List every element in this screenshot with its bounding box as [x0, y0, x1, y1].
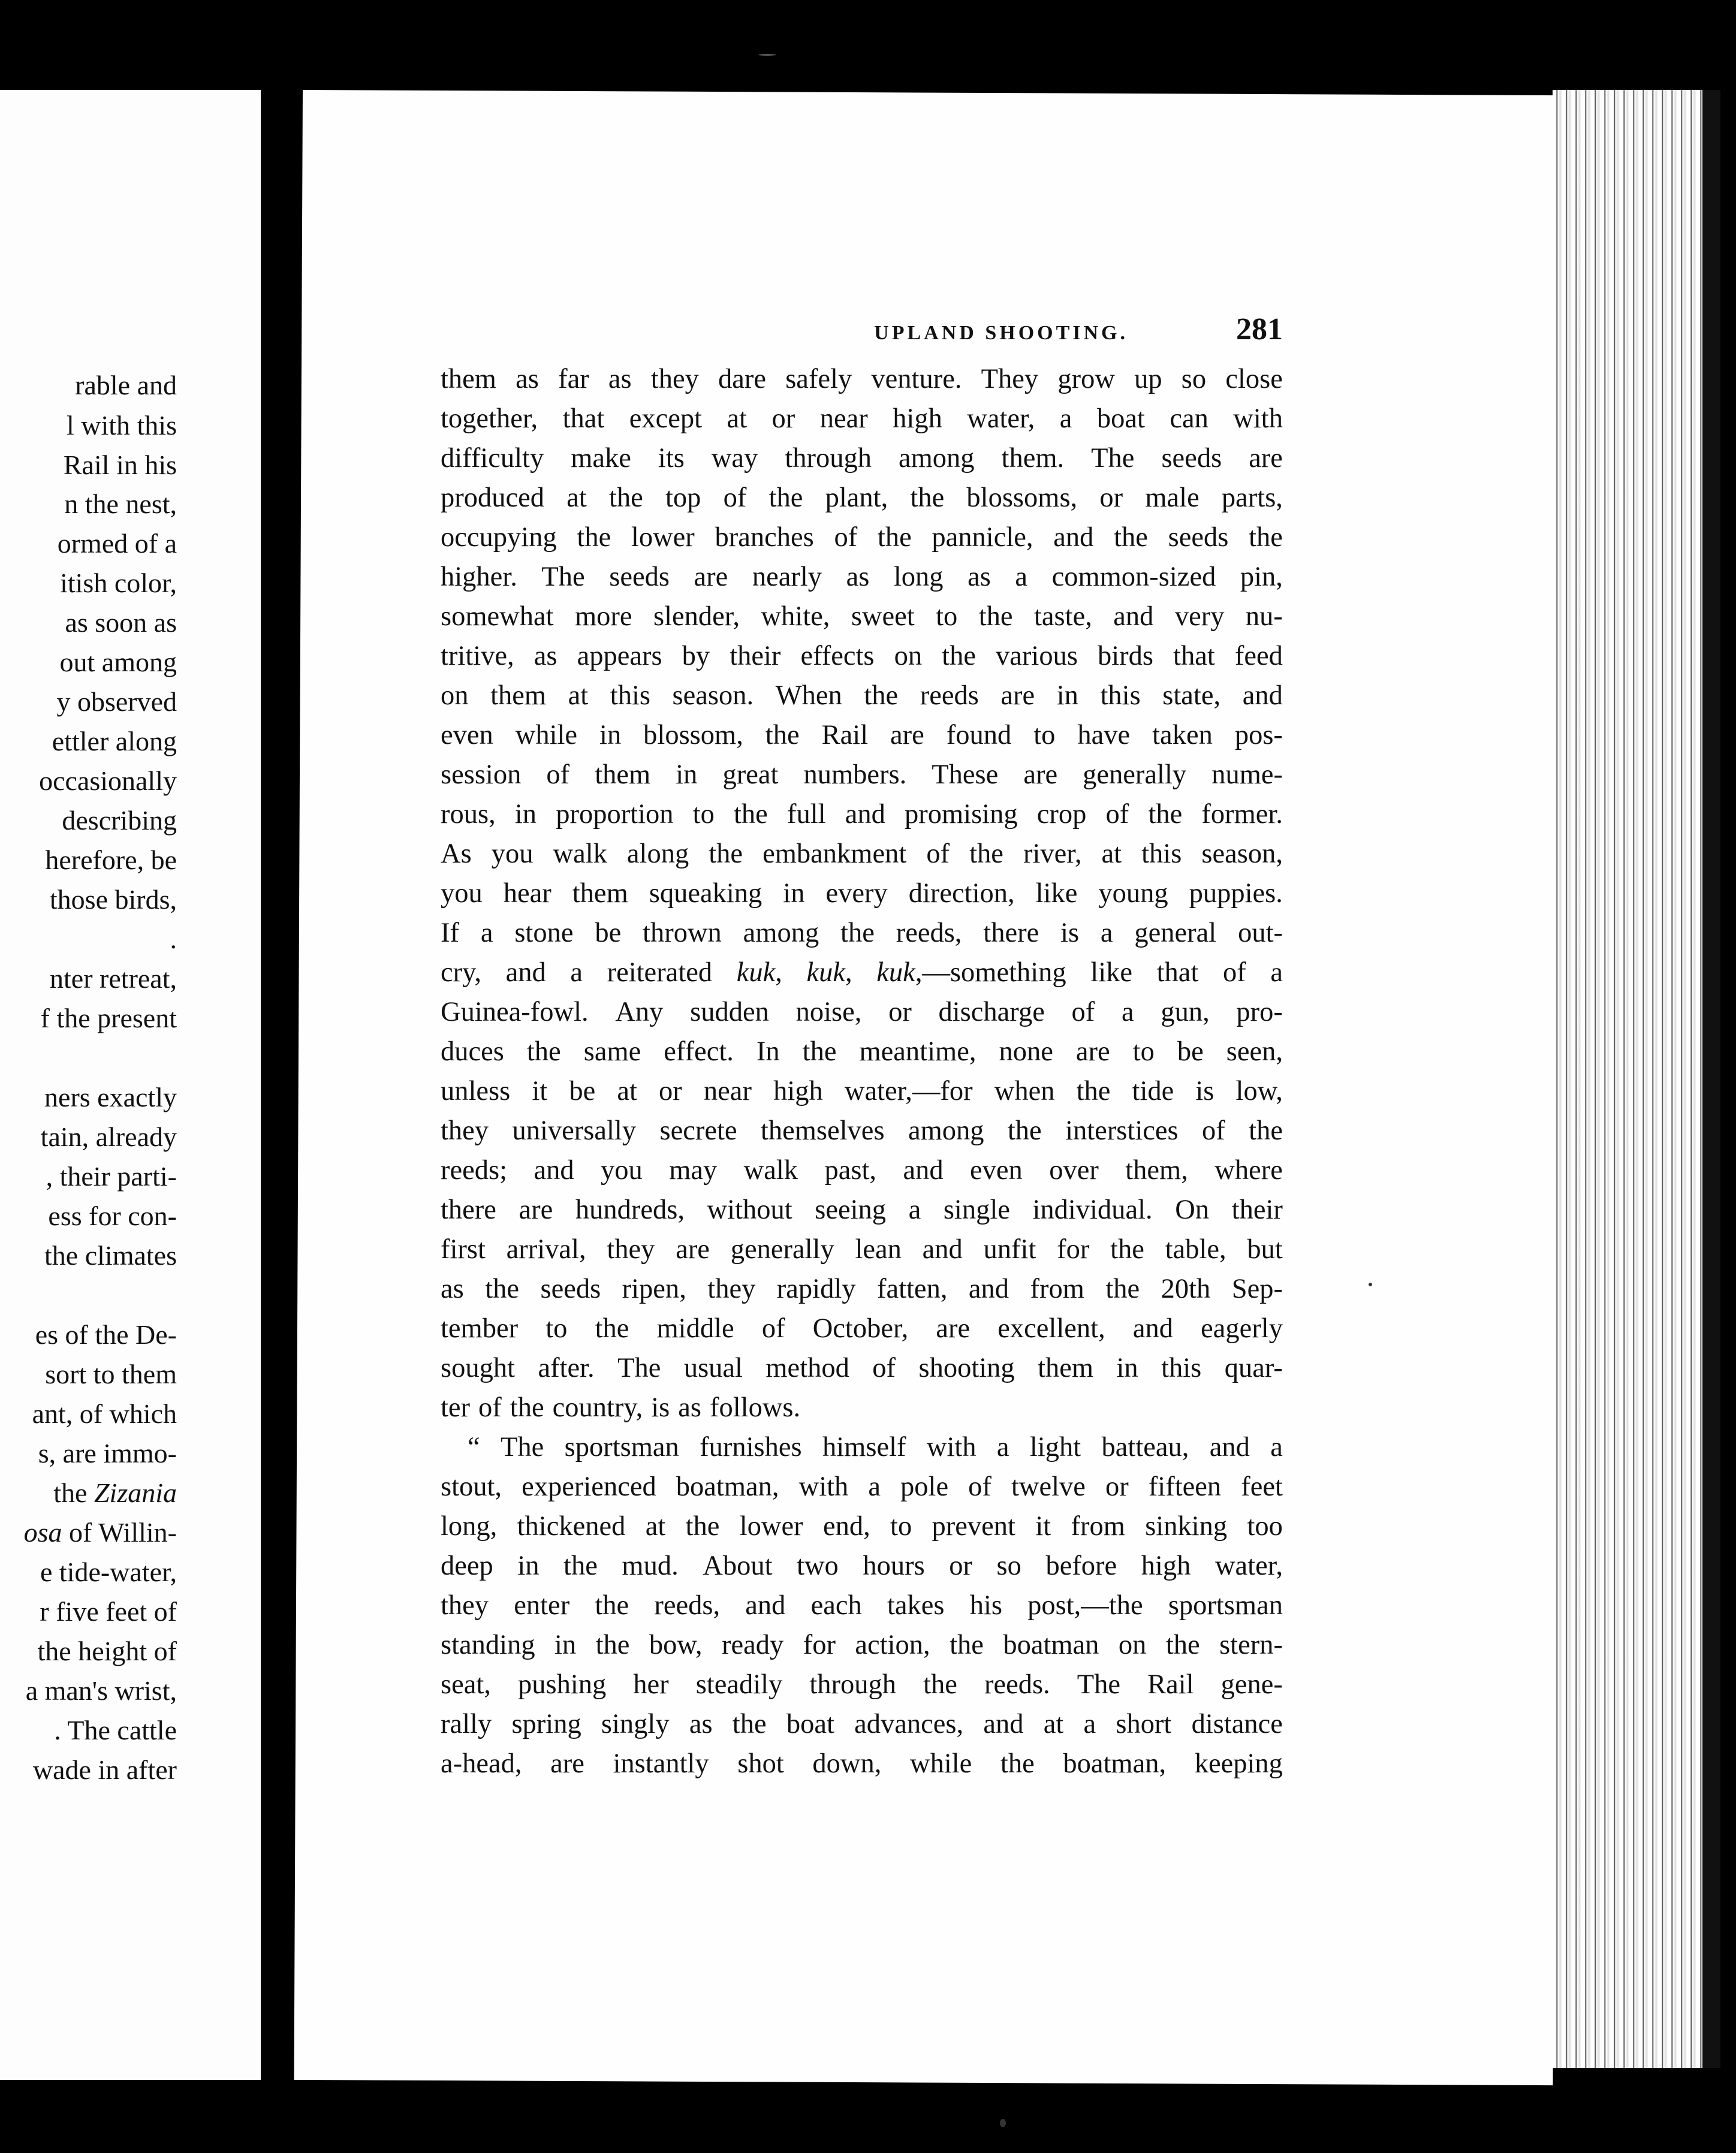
left-page-line: itish color,: [60, 568, 177, 598]
left-page-line: n the nest,: [64, 489, 177, 519]
left-page-line: , their parti-: [46, 1161, 177, 1192]
left-page-line: the height of: [37, 1636, 177, 1666]
left-page-line: ant, of which: [32, 1398, 177, 1429]
book-page-edges: [1553, 90, 1720, 2068]
left-page-line: sort to them: [45, 1359, 177, 1389]
text-line: difficulty make its way through among them. The seeds are: [441, 443, 1283, 474]
book-cover-edge: [1702, 90, 1720, 2068]
left-page-line: es of the De-: [35, 1319, 177, 1350]
text-line: seat, pushing her steadily through the reeds. The Rail gene-: [441, 1669, 1283, 1700]
text-line: a-head, are instantly shot down, while the boatman, keeping: [441, 1748, 1283, 1779]
scan-speck: [1000, 2119, 1006, 2127]
left-page-line: e tide-water,: [40, 1557, 177, 1587]
left-page-line: ess for con-: [48, 1201, 177, 1231]
left-page-line: y observed: [56, 686, 177, 717]
left-page-line: .: [170, 924, 177, 954]
left-page-line: wade in after: [32, 1754, 177, 1785]
running-header: [447, 312, 1283, 347]
left-page-line: herefore, be: [45, 845, 177, 875]
left-page-line: s, are immo-: [38, 1438, 177, 1468]
text-line: cry, and a reiterated kuk, kuk, kuk,—something like that of a: [441, 957, 1283, 988]
text-line: Guinea-fowl. Any sudden noise, or discharge of a gun, pro-: [441, 997, 1283, 1027]
text-line: as the seeds ripen, they rapidly fatten, and from the 20th Sep-: [441, 1274, 1283, 1304]
text-line: sought after. The usual method of shooting them in this quar-: [441, 1353, 1283, 1383]
left-page-line: the Zizania: [53, 1477, 177, 1508]
text-line: ter of the country, is as follows.: [441, 1392, 801, 1423]
text-line: there are hundreds, without seeing a single individual. On their: [441, 1195, 1283, 1225]
left-page-line: . The cattle: [54, 1715, 177, 1745]
left-page-line: osa of Willin-: [23, 1517, 177, 1548]
left-page-line: out among: [59, 647, 177, 677]
text-line: higher. The seeds are nearly as long as a common-sized pin,: [441, 562, 1283, 592]
scan-speck: [1369, 1283, 1372, 1286]
left-page-line: as soon as: [65, 607, 177, 638]
text-line: unless it be at or near high water,—for when the tide is low,: [441, 1076, 1283, 1106]
left-page-line: a man's wrist,: [25, 1675, 177, 1706]
text-line: on them at this season. When the reeds are in this state, and: [441, 680, 1283, 711]
text-line: As you walk along the embankment of the river, at this season,: [441, 839, 1283, 869]
text-line: long, thickened at the lower end, to prevent it from sinking too: [441, 1511, 1283, 1542]
text-line: they enter the reeds, and each takes his post,—the sportsman: [441, 1590, 1283, 1621]
text-line: rally spring singly as the boat advances, and at a short distance: [441, 1709, 1283, 1739]
scan-speck: [758, 54, 776, 56]
running-title: UPLAND SHOOTING.: [874, 322, 1128, 344]
text-line: standing in the bow, ready for action, the boatman on the stern-: [441, 1630, 1283, 1660]
text-line: even while in blossom, the Rail are found to have taken pos-: [441, 720, 1283, 750]
left-page-line: nter retreat,: [50, 963, 177, 994]
left-page-line: occasionally: [39, 765, 177, 796]
page-number: 281: [1236, 312, 1283, 346]
left-page-line: ormed of a: [57, 528, 177, 559]
left-page-line: rable and: [75, 370, 177, 400]
text-line: tritive, as appears by their effects on the various birds that feed: [441, 641, 1283, 671]
text-line: If a stone be thrown among the reeds, there is a general out-: [441, 918, 1283, 948]
left-page-line: ettler along: [52, 726, 177, 756]
text-line: occupying the lower branches of the pannicle, and the seeds the: [441, 522, 1283, 553]
left-page-line: Rail in his: [63, 450, 177, 480]
left-facing-page: [0, 90, 261, 2080]
text-line: “ The sportsman furnishes himself with a light batteau, and a: [468, 1432, 1283, 1463]
left-page-line: f the present: [40, 1003, 177, 1033]
text-line: tember to the middle of October, are excellent, and eagerly: [441, 1313, 1283, 1344]
body-text: [441, 360, 1283, 1784]
text-line: them as far as they dare safely venture. They grow up so close: [441, 364, 1283, 394]
text-line: you hear them squeaking in every direction, like young puppies.: [441, 878, 1283, 909]
left-page-line: those birds,: [49, 884, 177, 915]
text-line: duces the same effect. In the meantime, none are to be seen,: [441, 1036, 1283, 1067]
text-line: first arrival, they are generally lean and unfit for the table, but: [441, 1234, 1283, 1265]
text-line: produced at the top of the plant, the blossoms, or male parts,: [441, 483, 1283, 513]
text-line: deep in the mud. About two hours or so before high water,: [441, 1551, 1283, 1581]
left-page-line: tain, already: [40, 1121, 177, 1152]
text-line: reeds; and you may walk past, and even over them, where: [441, 1155, 1283, 1186]
text-line: they universally secrete themselves among the interstices of the: [441, 1115, 1283, 1146]
left-page-line: l with this: [66, 410, 177, 441]
left-page-line: the climates: [44, 1240, 177, 1271]
text-line: session of them in great numbers. These are generally nume-: [441, 759, 1283, 790]
text-line: stout, experienced boatman, with a pole of twelve or fifteen feet: [441, 1471, 1283, 1502]
left-page-line: describing: [62, 805, 177, 836]
text-line: together, that except at or near high water, a boat can with: [441, 403, 1283, 434]
text-line: somewhat more slender, white, sweet to the taste, and very nu-: [441, 601, 1283, 632]
left-page-line: ners exactly: [44, 1082, 177, 1112]
left-page-line: r five feet of: [40, 1596, 177, 1627]
text-line: rous, in proportion to the full and promising crop of the former.: [441, 799, 1283, 830]
